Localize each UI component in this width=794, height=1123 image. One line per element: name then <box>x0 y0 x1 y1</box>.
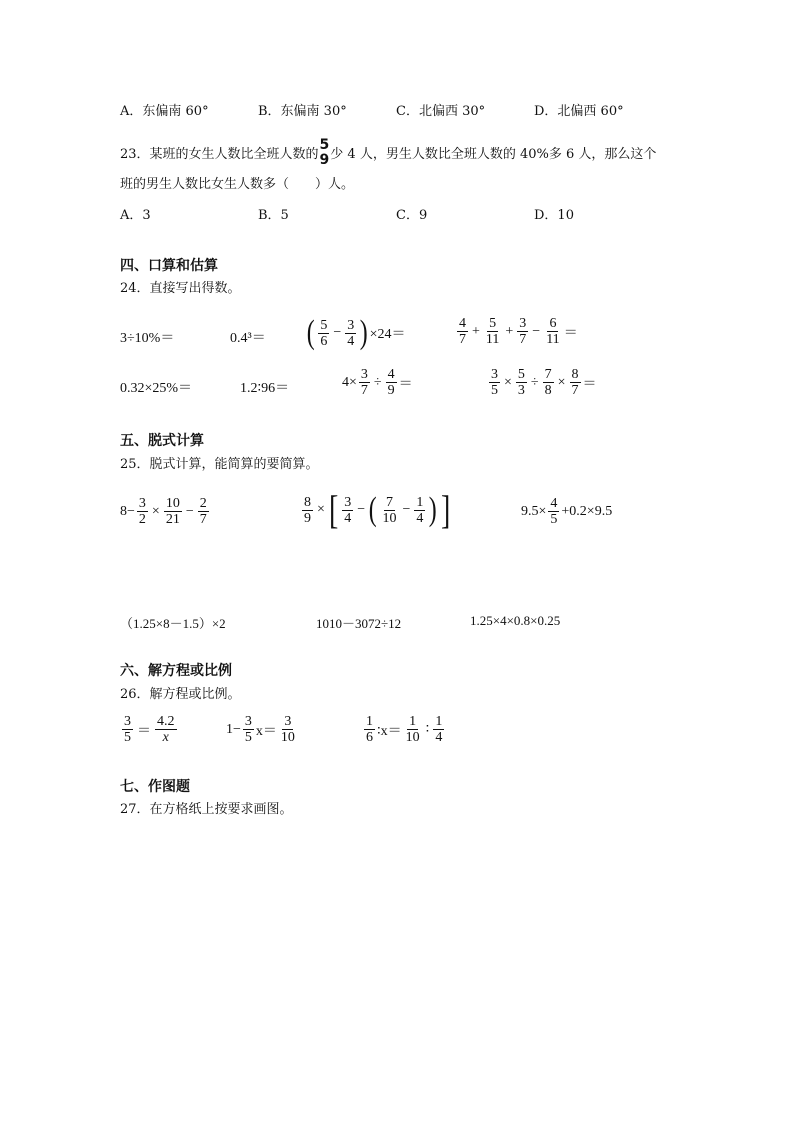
q23-option-d: D．10 <box>534 208 574 223</box>
q26-expr-3: $\frac{1}{6}$ ∶x＝ $\frac{1}{10}$ ∶ $\frac{1}{4}$ <box>366 714 443 745</box>
q23-option-b: B．5 <box>258 208 289 223</box>
section-6-heading: 六、解方程或比例 <box>120 663 232 679</box>
q25-expr-3: 9.5× $\frac{4}{5}$ +0.2×9.5 <box>521 496 613 527</box>
q24-expr-7: 4× $\frac{3}{7}$ ÷ $\frac{4}{9}$ ＝ <box>342 367 413 398</box>
q24-expr-3: ( $\frac{5}{6}$ − $\frac{3}{4}$ ) ×24＝ <box>306 314 406 351</box>
q24-expr-6: 1.2∶96＝ <box>240 381 290 396</box>
q24-expr-4: $\frac{4}{7}$ + $\frac{5}{11}$ + $\frac{3}{7}$ − $\frac{6}{11}$ ＝ <box>459 316 578 347</box>
q25-expr-4: （1.25×8－1.5）×2 <box>120 616 226 631</box>
q22-option-c: C．北偏西 30° <box>396 104 486 119</box>
q23-option-a: A．3 <box>120 208 151 223</box>
q22-option-b: B．东偏南 30° <box>258 104 347 119</box>
q22-option-d: D．北偏西 60° <box>534 104 624 119</box>
q23-fraction-den: 9 <box>319 152 330 168</box>
q24-expr-1: 3÷10%＝ <box>120 331 175 346</box>
section-4-heading: 四、口算和估算 <box>120 258 218 274</box>
q23-fraction <box>320 138 330 168</box>
q23-fraction-num: 5 <box>319 137 330 153</box>
q26-stem: 26．解方程或比例。 <box>120 687 241 702</box>
q25-expr-6: 1.25×4×0.8×0.25 <box>470 613 561 628</box>
q23-stem-part1: 23．某班的女生人数比全班人数的 <box>120 147 319 162</box>
q23-stem-line2: 班的男生人数比女生人数多（ ）人。 <box>120 177 355 192</box>
q25-stem: 25．脱式计算，能简算的要简算。 <box>120 457 319 472</box>
q27-stem: 27．在方格纸上按要求画图。 <box>120 802 293 817</box>
q26-expr-2: 1− $\frac{3}{5}$ x＝ $\frac{3}{10}$ <box>226 714 295 745</box>
section-5-heading: 五、脱式计算 <box>120 433 204 449</box>
q25-expr-2: $\frac{8}{9}$ × [ $\frac{3}{4}$ − ( $\frac{7}{10}$ − $\frac{1}{4}$ ) ] <box>304 487 451 532</box>
q25-expr-1: 8− $\frac{3}{2}$ × $\frac{10}{21}$ − $\frac{2}{7}$ <box>120 496 207 527</box>
q22-option-a: A．东偏南 60° <box>120 104 209 119</box>
q24-stem: 24．直接写出得数。 <box>120 281 241 296</box>
q24-expr-8: $\frac{3}{5}$ × $\frac{5}{3}$ ÷ $\frac{7}{8}$ × $\frac{8}{7}$ ＝ <box>491 367 597 398</box>
q26-expr-1: $\frac{3}{5}$ ＝ $\frac{4.2}{x}$ <box>124 714 175 745</box>
q23-option-c: C．9 <box>396 208 428 223</box>
q24-expr-5: 0.32×25%＝ <box>120 381 193 396</box>
section-7-heading: 七、作图题 <box>120 779 190 795</box>
q23-stem-line1 <box>120 137 657 168</box>
q25-expr-5: 1010－3072÷12 <box>316 616 402 631</box>
q23-stem-part2: 少 4 人，男生人数比全班人数的 40%多 6 人，那么这个 <box>330 147 657 162</box>
q24-expr-2: 0.4³＝ <box>230 331 266 346</box>
